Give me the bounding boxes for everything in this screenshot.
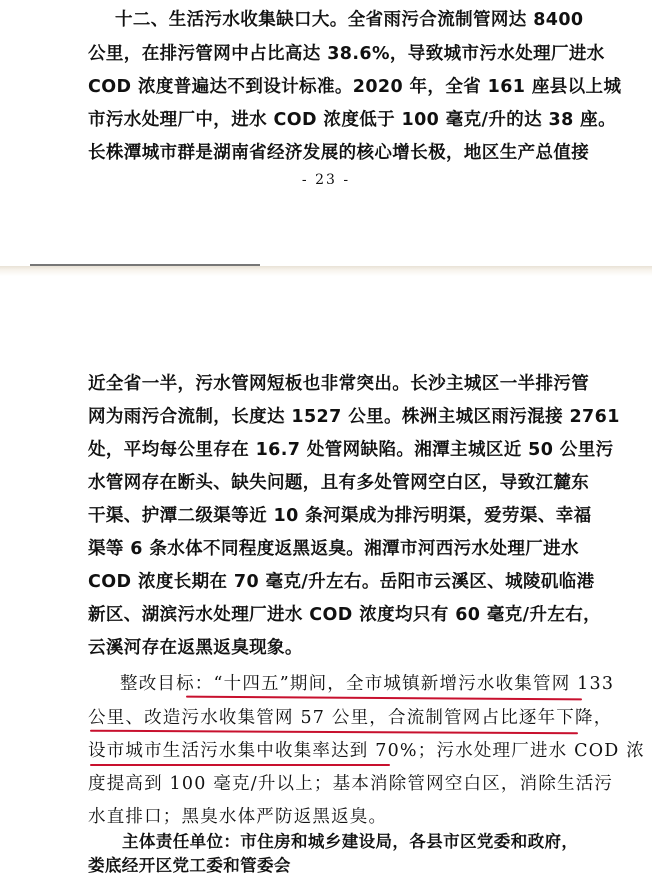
text-line: 十二、生活污水收集缺口大。全省雨污合流制管网达 8400 (115, 10, 584, 30)
paragraph-line: COD 浓度长期在 70 毫克/升左右。岳阳市云溪区、城陵矶临港 (88, 572, 595, 592)
upper-page (0, 0, 652, 266)
paragraph-line: 网为雨污合流制，长度达 1527 公里。株洲主城区雨污混接 2761 (88, 407, 620, 427)
paragraph-line: 水管网存在断头、缺失问题，且有多处管网空白区，导致江麓东 (88, 473, 590, 493)
target-line: 水直排口；黑臭水体严防返黑返臭。 (88, 807, 388, 827)
text-line: 市污水处理厂中，进水 COD 浓度低于 100 毫克/升的达 38 座。 (88, 110, 616, 130)
paragraph-line: 近全省一半，污水管网短板也非常突出。长沙主城区一半排污管 (88, 374, 590, 394)
paragraph-line: 云溪河存在返黑返臭现象。 (88, 638, 303, 658)
target-line: 度提高到 100 毫克/升以上；基本消除管网空白区，消除生活污 (88, 774, 614, 794)
paragraph-line: 处，平均每公里存在 16.7 处管网缺陷。湘潭主城区近 50 公里污 (88, 440, 614, 460)
paragraph-line: 新区、湖滨污水处理厂进水 COD 浓度均只有 60 毫克/升左右， (88, 605, 602, 625)
page-divider (0, 266, 652, 276)
scan-mark (30, 264, 260, 266)
target-line: 设市城市生活污水集中收集率达到 70%；污水处理厂进水 COD 浓 (88, 741, 645, 761)
responsible-unit-line: 主体责任单位：市住房和城乡建设局，各县市区党委和政府， (122, 832, 579, 851)
text-line: 公里，在排污管网中占比高达 38.6%，导致城市污水处理厂进水 (88, 44, 605, 64)
text-line: COD 浓度普遍达不到设计标准。2020 年，全省 161 座县以上城 (88, 77, 622, 97)
paragraph-line: 渠等 6 条水体不同程度返黑返臭。湘潭市河西污水处理厂进水 (88, 539, 579, 559)
paragraph-line: 干渠、护潭二级渠等近 10 条河渠成为排污明渠，爱劳渠、幸福 (88, 506, 592, 526)
page-number: - 23 - (301, 172, 351, 188)
target-line: 公里、改造污水收集管网 57 公里，合流制管网占比逐年下降， (88, 708, 613, 728)
responsible-unit-line: 娄底经开区党工委和管委会 (88, 856, 291, 875)
red-underline (90, 764, 390, 766)
text-line: 长株潭城市群是湖南省经济发展的核心增长极，地区生产总值接 (88, 143, 590, 163)
target-line: 整改目标：“十四五”期间，全市城镇新增污水收集管网 133 (120, 674, 615, 694)
